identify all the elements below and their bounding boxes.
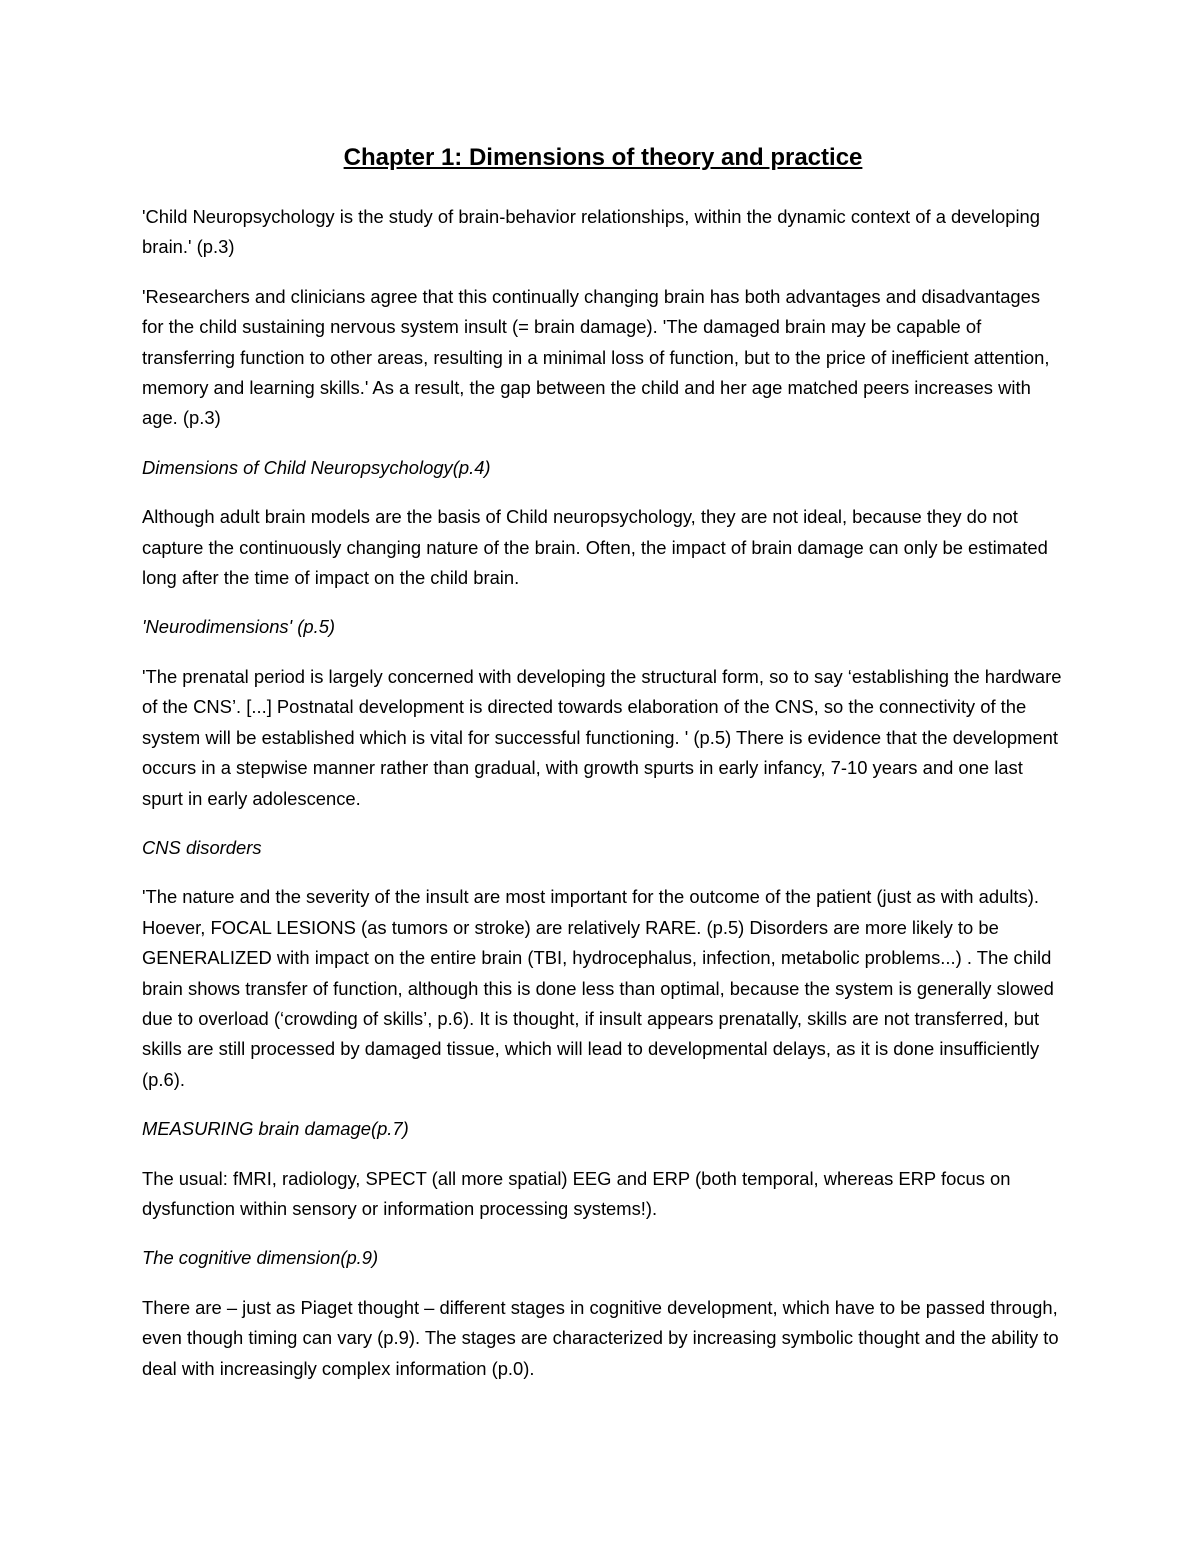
paragraph-measuring: The usual: fMRI, radiology, SPECT (all more spatial) EEG and ERP (both temporal, whereas ERP focus on dysfunction within sensory or information processing systems!).: [142, 1167, 1011, 1219]
paragraph-insult: 'The nature and the severity of the insult are most important for the outcome of the patient (just as with adults). Hoever, FOCAL LESIONS (as tumors or stroke) are relatively RARE. (p.5) Disorders are more likely to be GENERALIZED with impact on the entire brain (TBI, hydrocephalus, infection, metabolic problems...) . The child brain shows transfer of function, although this is done less than optimal, because the system is generally slowed due to overload (‘crowding of skills’, p.6). It is thought, if insult appears prenatally, skills are not transferred, but skills are still processed by damaged tissue, which will lead to developmental delays, as it is done insufficiently (p.6).: [142, 886, 1054, 1090]
paragraph-prenatal: 'The prenatal period is largely concerned with developing the structural form, so to say ‘establishing the hardware of the CNS’. [...] Postnatal development is directed towards elaboration of the CNS, so the connectivity of the system will be established which is vital for successful functioning. ' (p.5) There is evidence that the development occurs in a stepwise manner rather than gradual, with growth spurts in early infancy, 7-10 years and one last spurt in early adolescence.: [142, 665, 1062, 809]
paragraph-researchers: 'Researchers and clinicians agree that this continually changing brain has both advantages and disadvantages for the child sustaining nervous system insult (= brain damage). 'The damaged brain may be capable of transferring function to other areas, resulting in a minimal loss of function, but to the price of inefficient attention, memory and learning skills.' As a result, the gap between the child and her age matched peers increases with age. (p.3): [142, 285, 1050, 429]
paragraph-definition: 'Child Neuropsychology is the study of brain-behavior relationships, within the dynamic context of a developing brain.' (p.3): [142, 206, 1040, 258]
section-heading-dimensions: Dimensions of Child Neuropsychology(p.4): [142, 456, 491, 478]
section-heading-cognitive: The cognitive dimension(p.9): [142, 1247, 379, 1269]
page-title: Chapter 1: Dimensions of theory and practice: [343, 144, 863, 171]
paragraph-cognitive: There are – just as Piaget thought – different stages in cognitive development, which have to be passed through, even though timing can vary (p.9). The stages are characterized by increasing symbolic thought and the ability to deal with increasingly complex information (p.0).: [142, 1296, 1059, 1379]
paragraph-adult-models: Although adult brain models are the basis of Child neuropsychology, they are not ideal, because they do not capture the continuously changing nature of the brain. Often, the impact of brain damage can only be estimated long after the time of impact on the child brain.: [142, 506, 1048, 589]
document-page: [142, 138, 1064, 1403]
section-heading-cns-disorders: CNS disorders: [142, 836, 262, 858]
section-heading-measuring: MEASURING brain damage(p.7): [142, 1118, 409, 1140]
section-heading-neurodimensions: 'Neurodimensions' (p.5): [142, 616, 336, 638]
